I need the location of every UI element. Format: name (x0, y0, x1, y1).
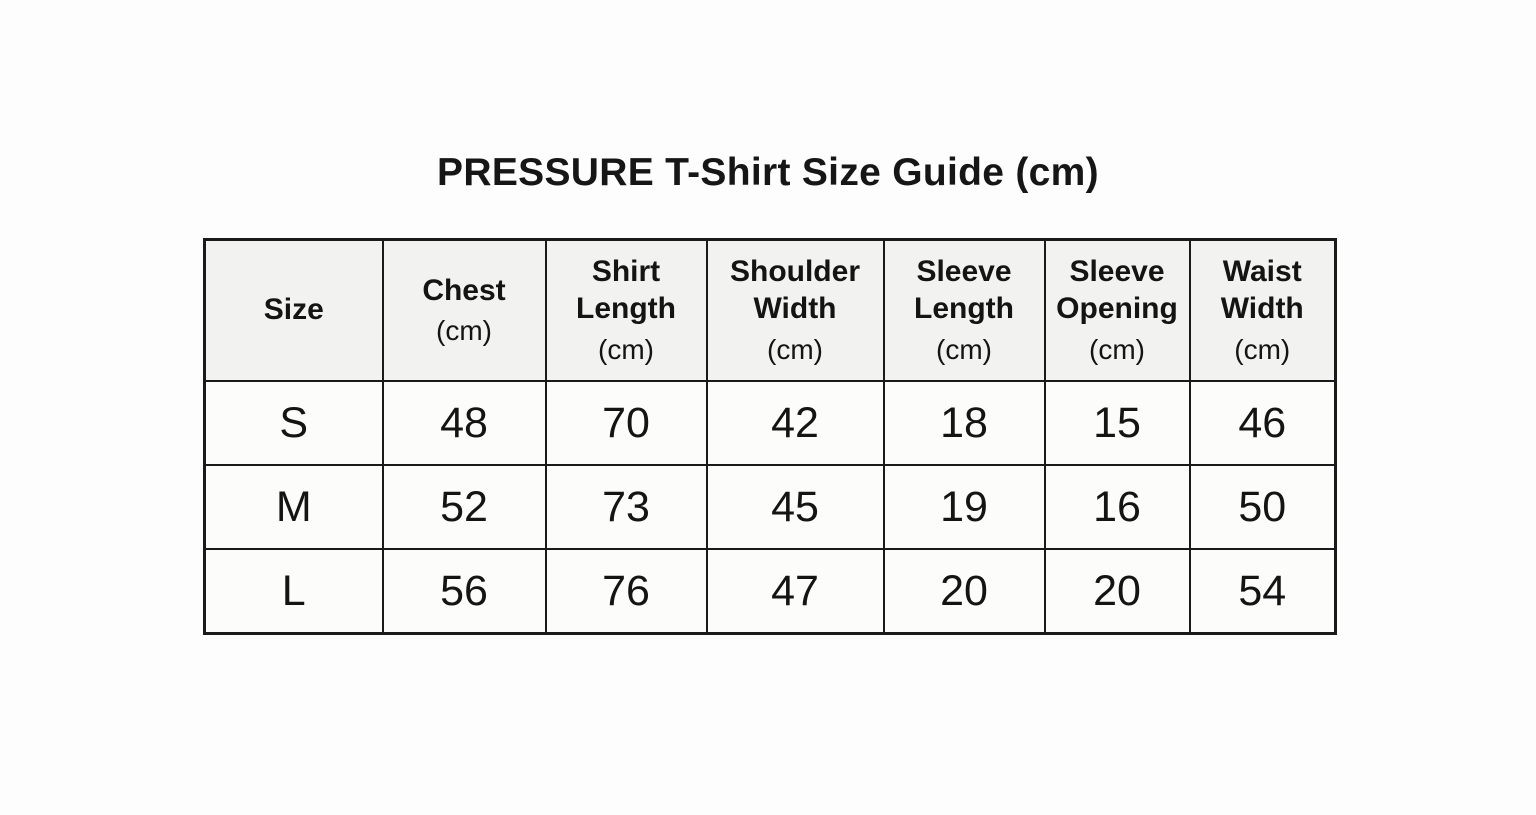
value-cell: 46 (1190, 381, 1336, 465)
column-label: Waist Width (1220, 255, 1304, 325)
value-cell: 45 (707, 465, 884, 549)
column-header-shoulder-width (707, 240, 884, 382)
page-title: PRESSURE T-Shirt Size Guide (cm) (437, 151, 1099, 194)
value-cell: 48 (383, 381, 546, 465)
column-header-waist-width (1190, 240, 1336, 382)
column-label: Chest (422, 273, 506, 307)
column-unit: (cm) (767, 333, 823, 365)
value-cell: 42 (707, 381, 884, 465)
value-cell: 50 (1190, 465, 1336, 549)
column-label: Size (263, 293, 324, 327)
column-header-shirt-length (546, 240, 707, 382)
table-row-l (205, 549, 1336, 634)
value-cell: 16 (1045, 465, 1190, 549)
value-cell: 73 (546, 465, 707, 549)
column-label: Shirt Length (576, 255, 676, 325)
column-unit: (cm) (436, 315, 492, 347)
value-cell: 52 (383, 465, 546, 549)
size-cell: L (205, 549, 383, 634)
column-header-size (205, 240, 383, 382)
value-cell: 56 (383, 549, 546, 634)
value-cell: 20 (884, 549, 1045, 634)
table-row-s (205, 381, 1336, 465)
value-cell: 20 (1045, 549, 1190, 634)
column-unit: (cm) (1089, 333, 1145, 365)
size-cell: S (205, 381, 383, 465)
size-cell: M (205, 465, 383, 549)
value-cell: 19 (884, 465, 1045, 549)
column-header-sleeve-opening (1045, 240, 1190, 382)
column-header-chest (383, 240, 546, 382)
size-guide-table (203, 238, 1337, 635)
header-row (205, 240, 1336, 382)
value-cell: 18 (884, 381, 1045, 465)
value-cell: 15 (1045, 381, 1190, 465)
column-label: Sleeve Length (914, 255, 1014, 325)
column-label: Shoulder Width (729, 255, 860, 325)
column-unit: (cm) (1234, 333, 1291, 365)
table-row-m (205, 465, 1336, 549)
column-label: Sleeve Opening (1056, 255, 1178, 325)
value-cell: 70 (546, 381, 707, 465)
value-cell: 47 (707, 549, 884, 634)
value-cell: 76 (546, 549, 707, 634)
column-header-sleeve-length (884, 240, 1045, 382)
column-unit: (cm) (936, 333, 992, 365)
value-cell: 54 (1190, 549, 1336, 634)
column-unit: (cm) (598, 333, 654, 365)
